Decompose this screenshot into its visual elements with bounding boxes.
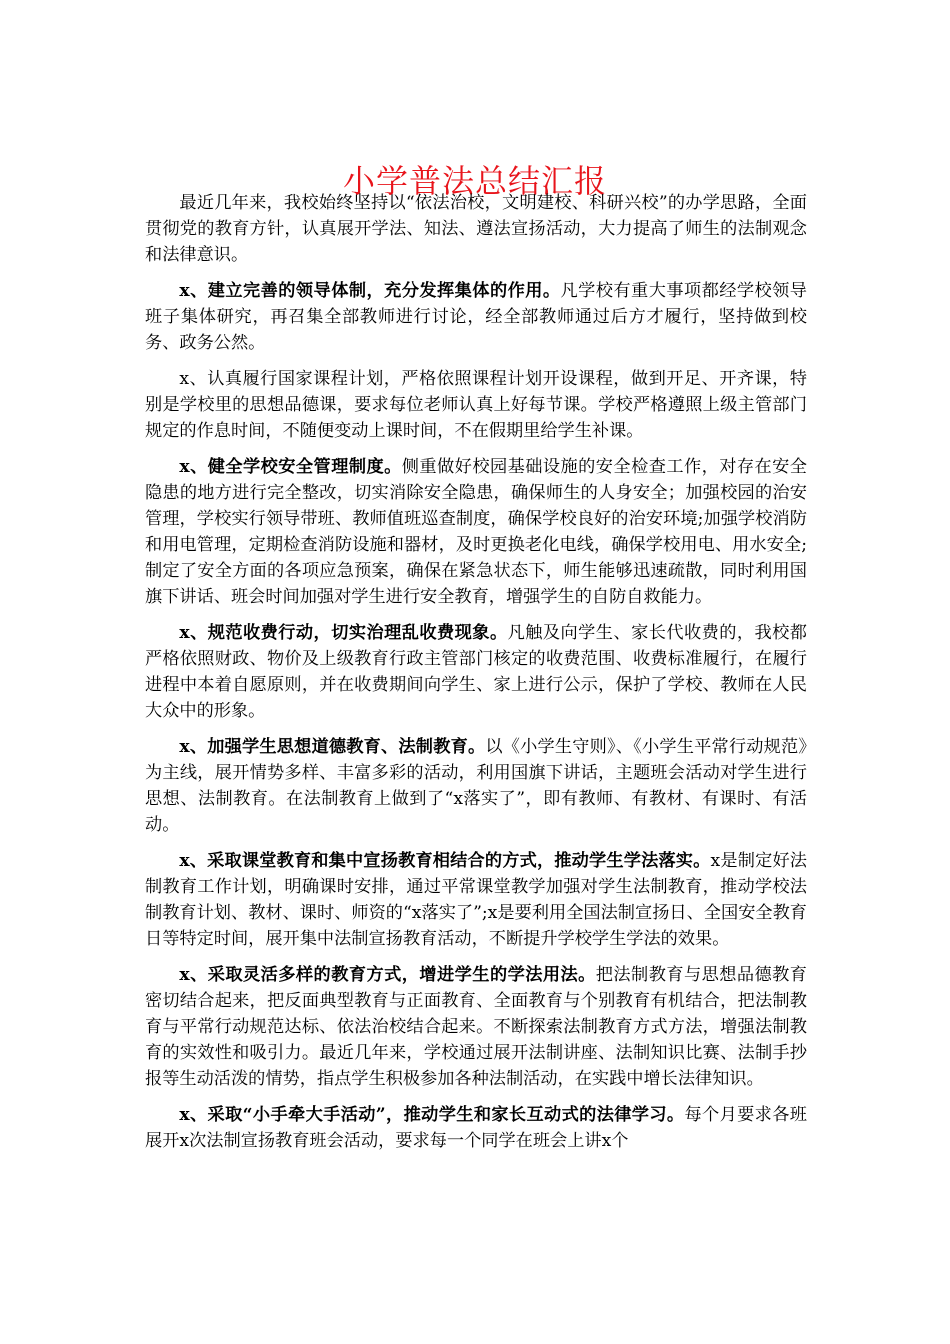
paragraph-text: x、认真履行国家课程计划，严格依照课程计划开设课程，做到开足、开齐课，特别是学校里的思想品德课，要求每位老师认真上好每节课。学校严格遵照上级主管部门规定的作息时间，不随便变动上课时间，不在假期里给学生补课。 xyxy=(145,369,807,441)
paragraph xyxy=(145,454,807,610)
paragraph xyxy=(145,734,807,838)
paragraph xyxy=(145,366,807,444)
paragraph-heading: x、建立完善的领导体制，充分发挥集体的作用。 xyxy=(179,281,561,301)
paragraph-text: 侧重做好校园基础设施的安全检查工作，对存在安全隐患的地方进行完全整改，切实消除安全隐患，确保师生的人身安全；加强校园的治安管理，学校实行领导带班、教师值班巡查制度，确保学校良好的治安环境;加强学校消防和用电管理，定期检查消防设施和器材，及时更换老化电线，确保学校用电、用水安全;制定了安全方面的各项应急预案，确保在紧急状态下，师生能够迅速疏散，同时利用国旗下讲话、班会时间加强对学生进行安全教育，增强学生的自防自救能力。 xyxy=(145,457,807,607)
paragraph-text: 以《小学生守则》、《小学生平常行动规范》为主线，展开情势多样、丰富多彩的活动，利用国旗下讲话，主题班会活动对学生进行思想、法制教育。在法制教育上做到了“x落实了”，即有教师、有教材、有课时、有活动。 xyxy=(145,737,808,835)
paragraph xyxy=(145,962,807,1092)
paragraph xyxy=(145,1102,807,1154)
paragraph-text: 凡触及向学生、家长代收费的，我校都严格依照财政、物价及上级教育行政主管部门核定的收费范围、收费标准履行，在履行进程中本着自愿原则，并在收费期间向学生、家上进行公示，保护了学校、教师在人民大众中的形象。 xyxy=(145,623,807,721)
paragraph-heading: x、采取“小手牵大手活动”，推动学生和家长互动式的法律学习。 xyxy=(179,1105,685,1125)
paragraph xyxy=(145,278,807,356)
paragraph-text: 每个月要求各班展开x次法制宣扬教育班会活动，要求每一个同学在班会上讲x个 xyxy=(145,1105,807,1151)
paragraph-heading: x、采取灵活多样的教育方式，增进学生的学法用法。 xyxy=(179,965,596,985)
paragraph xyxy=(145,190,807,268)
paragraph xyxy=(145,848,807,952)
paragraph-text: x是制定好法制教育工作计划，明确课时安排，通过平常课堂教学加强对学生法制教育，推动学校法制教育计划、教材、课时、师资的“x落实了”;x是要利用全国法制宣扬日、全国安全教育日等特定时间，展开集中法制宣扬教育活动，不断提升学校学生学法的效果。 xyxy=(145,851,807,949)
paragraph-text: 把法制教育与思想品德教育密切结合起来，把反面典型教育与正面教育、全面教育与个别教育有机结合，把法制教育与平常行动规范达标、依法治校结合起来。不断探索法制教育方式方法，增强法制教育的实效性和吸引力。最近几年来，学校通过展开法制讲座、法制知识比赛、法制手抄报等生动活泼的情势，指点学生积极参加各种法制活动，在实践中增长法律知识。 xyxy=(145,965,807,1089)
document-title: 小学普法总结汇报 xyxy=(342,162,607,201)
paragraph-text: 凡学校有重大事项都经学校领导班子集体研究，再召集全部教师进行讨论，经全部教师通过后方才履行，坚持做到校务、政务公然。 xyxy=(145,281,807,353)
document-body xyxy=(145,190,807,1164)
paragraph xyxy=(145,620,807,724)
paragraph-text: 最近几年来，我校始终坚持以“依法治校，文明建校、科研兴校”的办学思路，全面贯彻党的教育方针，认真展开学法、知法、遵法宣扬活动，大力提高了师生的法制观念和法律意识。 xyxy=(145,193,807,265)
paragraph-heading: x、加强学生思想道德教育、法制教育。 xyxy=(179,737,486,757)
paragraph-heading: x、采取课堂教育和集中宣扬教育相结合的方式，推动学生学法落实。 xyxy=(179,851,711,871)
paragraph-heading: x、健全学校安全管理制度。 xyxy=(179,457,402,477)
paragraph-heading: x、规范收费行动，切实治理乱收费现象。 xyxy=(179,623,508,643)
